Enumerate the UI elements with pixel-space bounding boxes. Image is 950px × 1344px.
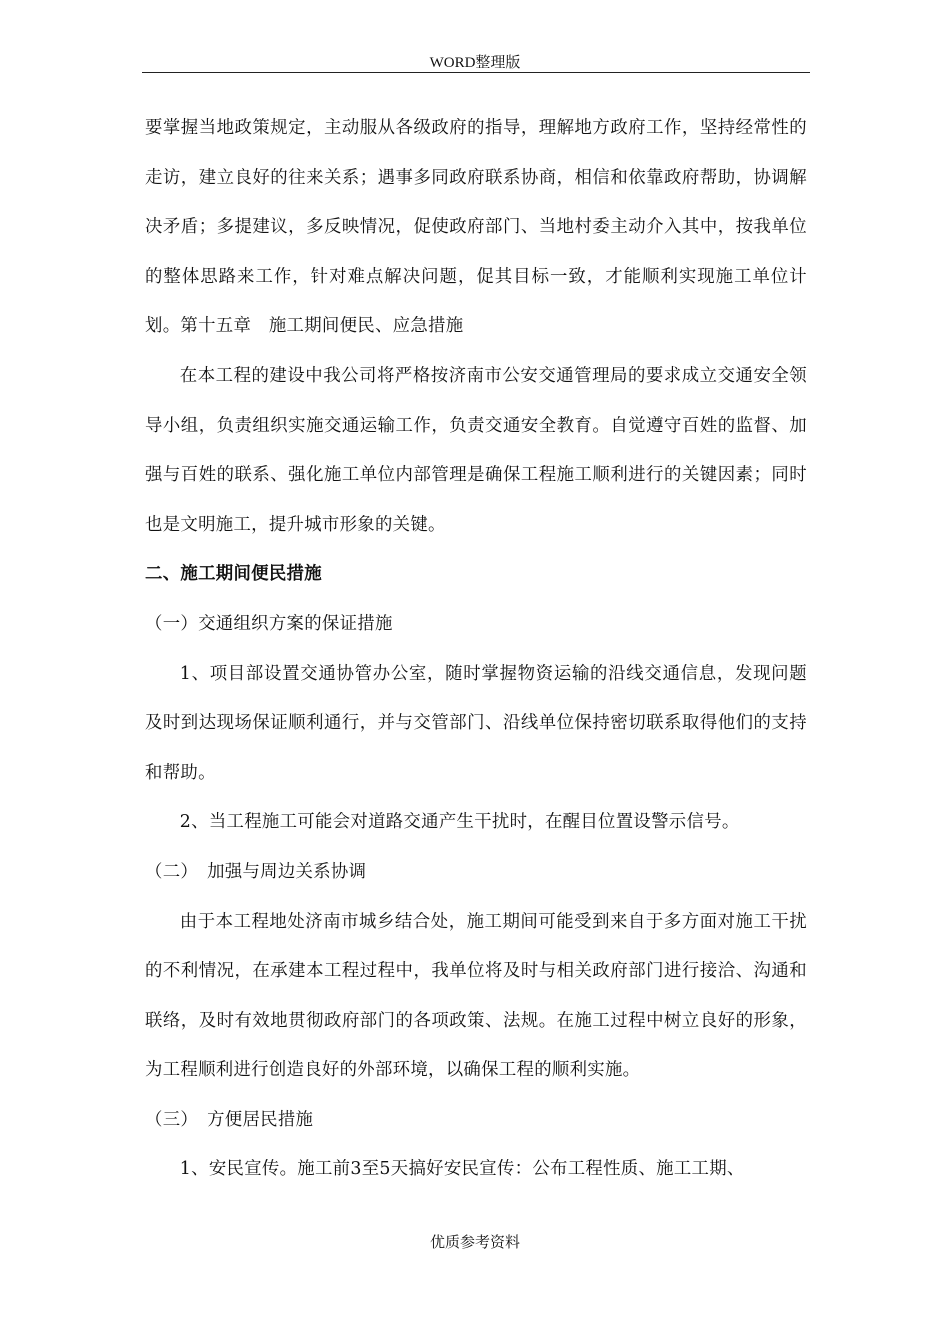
document-body [145, 104, 807, 1195]
header-rule [142, 72, 810, 73]
item-warning-signals: 2、当工程施工可能会对道路交通产生干扰时，在醒目位置设警示信号。 [179, 812, 740, 833]
paragraph-policy: 要掌握当地政策规定，主动服从各级政府的指导，理解地方政府工作，坚持经常性的走访，建立良好的往来关系；遇事多同政府联系协商，相信和依靠政府帮助，协调解决矛盾；多提建议，多反映情况，促使政府部门、当地村委主动介入其中，按我单位的整体思路来工作，针对难点解决问题，促其目标一致，才能顺利实现施工单位计划。第十五章 施工期间便民、应急措施 [145, 118, 807, 337]
section-heading-convenience: 二、施工期间便民措施 [145, 564, 322, 585]
subheading-traffic-plan: （一）交通组织方案的保证措施 [145, 613, 393, 634]
page-footer: 优质参考资料 [429, 1233, 520, 1251]
item-publicity: 1、安民宣传。施工前3至5天搞好安民宣传：公布工程性质、施工工期、 [179, 1159, 745, 1180]
paragraph-traffic-safety: 在本工程的建设中我公司将严格按济南市公安交通管理局的要求成立交通安全领导小组，负责组织实施交通运输工作，负责交通安全教育。自觉遵守百姓的监督、加强与百姓的联系、强化施工单位内部管理是确保工程施工顺利进行的关键因素；同时也是文明施工，提升城市形象的关键。 [145, 365, 807, 535]
page-header: WORD整理版 [429, 55, 521, 71]
subheading-residents: （三） 方便居民措施 [145, 1109, 314, 1130]
subheading-coordination: （二） 加强与周边关系协调 [145, 861, 367, 882]
item-traffic-office: 1、项目部设置交通协管办公室，随时掌握物资运输的沿线交通信息，发现问题及时到达现场保证顺利通行，并与交管部门、沿线单位保持密切联系取得他们的支持和帮助。 [145, 663, 807, 783]
paragraph-coordination: 由于本工程地处济南市城乡结合处，施工期间可能受到来自于多方面对施工干扰的不利情况，在承建本工程过程中，我单位将及时与相关政府部门进行接洽、沟通和联络，及时有效地贯彻政府部门的各项政策、法规。在施工过程中树立良好的形象，为工程顺利进行创造良好的外部环境，以确保工程的顺利实施。 [145, 911, 807, 1081]
